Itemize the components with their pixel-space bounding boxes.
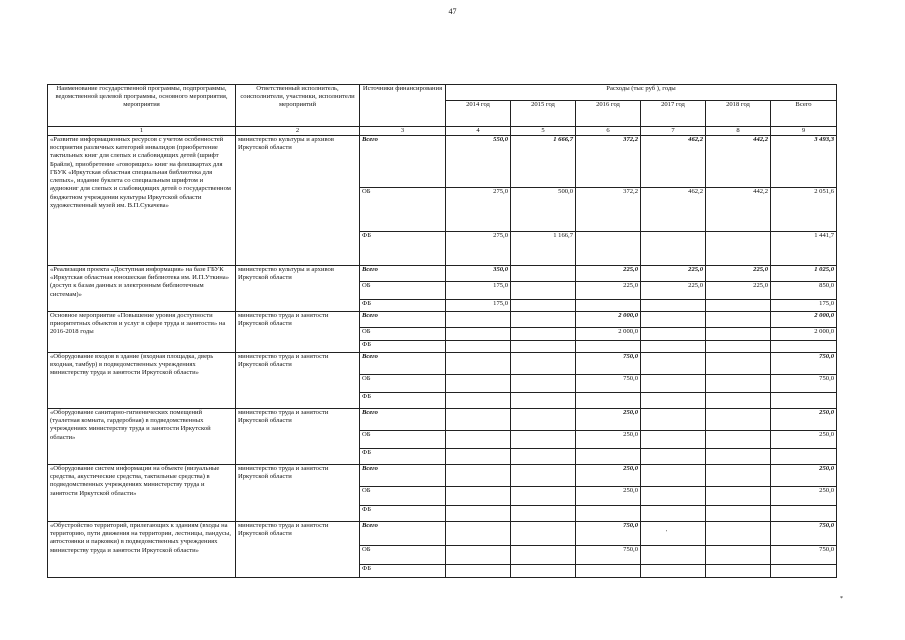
amount-cell: 500,0 <box>511 188 576 232</box>
amount-cell <box>576 300 641 312</box>
table-row <box>48 266 837 282</box>
amount-cell: 250,0 <box>576 465 641 487</box>
amount-cell: 250,0 <box>576 431 641 449</box>
amount-cell <box>511 282 576 300</box>
amount-cell <box>511 565 576 578</box>
funding-source: Всего <box>360 522 446 546</box>
column-number: 3 <box>360 127 446 136</box>
amount-cell: 850,0 <box>771 282 837 300</box>
amount-cell <box>706 409 771 431</box>
amount-cell <box>771 449 837 465</box>
header-year-2014: 2014 год <box>446 101 511 127</box>
amount-cell <box>446 312 511 328</box>
amount-cell: 442,2 <box>706 136 771 188</box>
column-number: 1 <box>48 127 236 136</box>
header-responsible: Ответственный исполнитель, соисполнители, участники, исполнители мероприятий <box>236 85 360 127</box>
amount-cell <box>511 506 576 522</box>
amount-cell: 2 000,0 <box>576 312 641 328</box>
funding-source: ФБ <box>360 393 446 409</box>
amount-cell: 750,0 <box>576 546 641 565</box>
column-number: 9 <box>771 127 837 136</box>
amount-cell <box>641 393 706 409</box>
amount-cell: 225,0 <box>576 282 641 300</box>
amount-cell: 250,0 <box>576 409 641 431</box>
amount-cell <box>641 546 706 565</box>
amount-cell <box>446 409 511 431</box>
amount-cell: 2 000,0 <box>771 312 837 328</box>
amount-cell <box>641 431 706 449</box>
amount-cell <box>641 375 706 393</box>
amount-cell <box>511 449 576 465</box>
amount-cell <box>576 232 641 266</box>
amount-cell: 250,0 <box>771 409 837 431</box>
amount-cell <box>511 328 576 341</box>
funding-source: ОБ <box>360 188 446 232</box>
amount-cell <box>641 465 706 487</box>
amount-cell <box>706 393 771 409</box>
amount-cell: 175,0 <box>446 300 511 312</box>
responsible-executor: министерство труда и занятости Иркутской области <box>236 353 360 409</box>
amount-cell: 275,0 <box>446 188 511 232</box>
amount-cell: 1 441,7 <box>771 232 837 266</box>
amount-cell: 225,0 <box>706 282 771 300</box>
amount-cell: 225,0 <box>641 266 706 282</box>
amount-cell: 550,0 <box>446 136 511 188</box>
amount-cell: 2 051,6 <box>771 188 837 232</box>
amount-cell <box>706 506 771 522</box>
amount-cell: 750,0 <box>576 522 641 546</box>
funding-source: ОБ <box>360 282 446 300</box>
amount-cell <box>576 565 641 578</box>
header-sources: Источники финансирования <box>360 85 446 127</box>
amount-cell: 250,0 <box>576 487 641 506</box>
amount-cell <box>771 565 837 578</box>
header-year-2015: 2015 год <box>511 101 576 127</box>
header-year-2017: 2017 год <box>641 101 706 127</box>
amount-cell: 1 666,7 <box>511 136 576 188</box>
table-row <box>48 465 837 487</box>
measure-description: «Реализация проекта «Доступная информация» на базе ГБУК «Иркутская областная юношеская библиотека им. И.П.Уткина» (доступ к базам данных и электронным библиотечным системам)» <box>48 266 236 312</box>
measure-description: Основное мероприятие «Повышение уровня доступности приоритетных объектов и услуг в сфере труда и занятости» на 2016-2018 годы <box>48 312 236 353</box>
amount-cell <box>446 449 511 465</box>
amount-cell <box>706 522 771 546</box>
funding-source: ФБ <box>360 300 446 312</box>
amount-cell: 250,0 <box>771 487 837 506</box>
amount-cell <box>446 522 511 546</box>
responsible-executor: министерство труда и занятости Иркутской области <box>236 522 360 578</box>
column-number: 6 <box>576 127 641 136</box>
header-expenses: Расходы (тыс руб ), годы <box>446 85 837 101</box>
table-row <box>48 522 837 546</box>
funding-source: Всего <box>360 312 446 328</box>
amount-cell <box>511 266 576 282</box>
amount-cell <box>706 232 771 266</box>
responsible-executor: министерство труда и занятости Иркутской области <box>236 409 360 465</box>
amount-cell <box>771 506 837 522</box>
amount-cell <box>641 300 706 312</box>
amount-cell <box>641 565 706 578</box>
amount-cell <box>641 487 706 506</box>
amount-cell: 275,0 <box>446 232 511 266</box>
amount-cell: 750,0 <box>576 375 641 393</box>
amount-cell <box>511 341 576 353</box>
amount-cell: 2 000,0 <box>576 328 641 341</box>
amount-cell <box>446 393 511 409</box>
funding-source: ФБ <box>360 565 446 578</box>
measure-description: «Оборудование систем информации на объекте (визуальные средства, акустические средства, тактильные средства) в подведомственных учреждениях министерству труда и занятости Иркутской области» <box>48 465 236 522</box>
amount-cell <box>641 312 706 328</box>
funding-source: Всего <box>360 353 446 375</box>
measure-description: «Оборудование санитарно-гигиенических помещений (туалетная комната, гардеробная) в подведомственных учреждениях министерству труда и занятости Иркутской области» <box>48 409 236 465</box>
amount-cell <box>706 465 771 487</box>
amount-cell <box>706 546 771 565</box>
amount-cell <box>641 506 706 522</box>
amount-cell <box>641 409 706 431</box>
amount-cell: 175,0 <box>771 300 837 312</box>
amount-cell: 350,0 <box>446 266 511 282</box>
amount-cell <box>511 375 576 393</box>
table-row <box>48 312 837 328</box>
amount-cell <box>706 341 771 353</box>
table-row <box>48 353 837 375</box>
amount-cell: 225,0 <box>641 282 706 300</box>
table-row <box>48 409 837 431</box>
amount-cell <box>641 449 706 465</box>
amount-cell <box>706 312 771 328</box>
amount-cell: 750,0 <box>576 353 641 375</box>
amount-cell <box>641 341 706 353</box>
funding-source: ОБ <box>360 431 446 449</box>
financing-table <box>47 84 837 578</box>
amount-cell <box>446 375 511 393</box>
amount-cell <box>641 328 706 341</box>
column-number: 2 <box>236 127 360 136</box>
funding-source: Всего <box>360 136 446 188</box>
amount-cell <box>706 300 771 312</box>
amount-cell <box>706 375 771 393</box>
amount-cell <box>706 431 771 449</box>
amount-cell <box>641 232 706 266</box>
responsible-executor: министерство труда и занятости Иркутской области <box>236 465 360 522</box>
amount-cell <box>771 393 837 409</box>
amount-cell <box>446 506 511 522</box>
column-number: 7 <box>641 127 706 136</box>
amount-cell <box>771 341 837 353</box>
funding-source: ОБ <box>360 487 446 506</box>
header-total: Всего <box>771 101 837 127</box>
column-number: 5 <box>511 127 576 136</box>
amount-cell <box>576 506 641 522</box>
amount-cell: 750,0 <box>771 375 837 393</box>
column-number: 4 <box>446 127 511 136</box>
tick-mark: ' <box>666 530 668 536</box>
funding-source: ФБ <box>360 341 446 353</box>
amount-cell <box>706 449 771 465</box>
amount-cell <box>511 465 576 487</box>
amount-cell <box>446 546 511 565</box>
amount-cell: 372,2 <box>576 136 641 188</box>
amount-cell: 372,2 <box>576 188 641 232</box>
amount-cell: 462,2 <box>641 136 706 188</box>
page-number: 47 <box>448 7 457 16</box>
header-year-2018: 2018 год <box>706 101 771 127</box>
amount-cell: 2 000,0 <box>771 328 837 341</box>
amount-cell <box>511 409 576 431</box>
amount-cell: 750,0 <box>771 353 837 375</box>
amount-cell <box>446 487 511 506</box>
amount-cell <box>706 565 771 578</box>
responsible-executor: министерство культуры и архивов Иркутской области <box>236 136 360 266</box>
amount-cell <box>446 565 511 578</box>
funding-source: ОБ <box>360 546 446 565</box>
amount-cell <box>641 522 706 546</box>
amount-cell: 1 166,7 <box>511 232 576 266</box>
amount-cell <box>576 449 641 465</box>
amount-cell: 750,0 <box>771 546 837 565</box>
amount-cell: 442,2 <box>706 188 771 232</box>
amount-cell: 175,0 <box>446 282 511 300</box>
amount-cell <box>641 353 706 375</box>
funding-source: ФБ <box>360 449 446 465</box>
amount-cell <box>706 487 771 506</box>
amount-cell: 750,0 <box>771 522 837 546</box>
header-year-2016: 2016 год <box>576 101 641 127</box>
amount-cell <box>446 431 511 449</box>
amount-cell <box>511 546 576 565</box>
amount-cell: 225,0 <box>706 266 771 282</box>
funding-source: Всего <box>360 465 446 487</box>
amount-cell <box>446 353 511 375</box>
amount-cell <box>511 487 576 506</box>
amount-cell <box>511 522 576 546</box>
amount-cell <box>511 431 576 449</box>
amount-cell <box>446 465 511 487</box>
funding-source: Всего <box>360 266 446 282</box>
amount-cell <box>511 300 576 312</box>
amount-cell: 225,0 <box>576 266 641 282</box>
amount-cell <box>706 328 771 341</box>
amount-cell <box>706 353 771 375</box>
funding-source: ОБ <box>360 328 446 341</box>
amount-cell: 462,2 <box>641 188 706 232</box>
amount-cell: 1 025,0 <box>771 266 837 282</box>
amount-cell <box>446 328 511 341</box>
column-number: 8 <box>706 127 771 136</box>
measure-description: «Обустройство территорий, прилегающих к зданиям (входы на территорию, пути движения на территории, лестницы, пандусы, автостоянки и парковки) в подведомственных учреждениях министерству труда и занятости Иркутской области» <box>48 522 236 578</box>
funding-source: ФБ <box>360 506 446 522</box>
amount-cell <box>576 393 641 409</box>
funding-source: ОБ <box>360 375 446 393</box>
table-row <box>48 136 837 188</box>
measure-description: «Оборудование входов в здание (входная площадка, дверь входная, тамбур) в подведомственных учреждениях министерству труда и занятости Иркутской области» <box>48 353 236 409</box>
corner-mark: * <box>840 596 843 602</box>
amount-cell <box>511 353 576 375</box>
header-program-name: Наименование государственной программы, подпрограммы, ведомственной целевой программы, основного мероприятия, мероприятия <box>48 85 236 127</box>
amount-cell: 250,0 <box>771 465 837 487</box>
amount-cell <box>511 393 576 409</box>
amount-cell <box>446 341 511 353</box>
funding-source: Всего <box>360 409 446 431</box>
amount-cell: 250,0 <box>771 431 837 449</box>
responsible-executor: министерство культуры и архивов Иркутской области <box>236 266 360 312</box>
funding-source: ФБ <box>360 232 446 266</box>
amount-cell: 3 493,3 <box>771 136 837 188</box>
measure-description: «Развитие информационных ресурсов с учетом особенностей восприятия различных категорий инвалидов (приобретение тактильных книг для слепых и слабовидящих детей (шрифт Брайля), приобретение «говорящих» книг на флешкартах для ГБУК «Иркутская областная специальная библиотека для слепых», издание буклета со специальным шрифтом и аудиокниг для слепых и слабовидящих детей о государственном бюджетном учреждении культуры Иркутской области художественный музей им. В.П.Сукачева» <box>48 136 236 266</box>
amount-cell <box>576 341 641 353</box>
amount-cell <box>511 312 576 328</box>
responsible-executor: министерство труда и занятости Иркутской области <box>236 312 360 353</box>
